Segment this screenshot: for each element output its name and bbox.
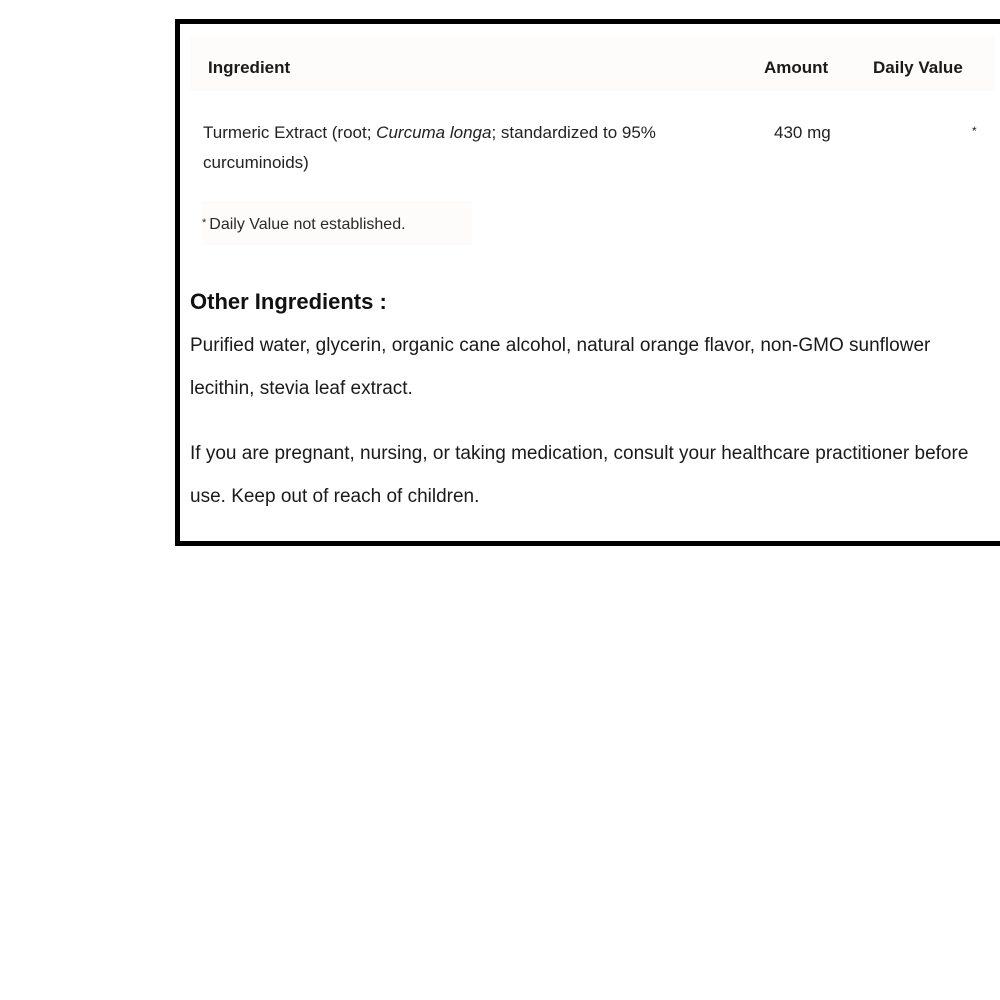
ingredient-latin-name: Curcuma longa	[376, 123, 492, 142]
supplement-facts-table	[190, 36, 995, 246]
header-ingredient: Ingredient	[208, 58, 291, 77]
footnote-text: Daily Value not established.	[209, 216, 406, 233]
other-ingredients-text: Purified water, glycerin, organic cane alcohol, natural orange flavor, non-GMO sunflower lecithin, stevia leaf extract.	[190, 335, 931, 399]
product-info-panel	[175, 19, 1000, 546]
footnote-mark: *	[202, 217, 207, 229]
other-ingredients-title: Other Ingredients :	[190, 289, 387, 314]
warning-text: If you are pregnant, nursing, or taking medication, consult your healthcare practitioner before use. Keep out of reach of children.	[190, 443, 969, 507]
ingredient-name-prefix: Turmeric Extract (root;	[203, 123, 377, 142]
header-amount: Amount	[764, 58, 829, 77]
ingredient-amount: 430 mg	[774, 123, 831, 142]
daily-value-footnote	[202, 201, 472, 245]
ingredient-name-suffix: ; standardized to 95% curcuminoids)	[203, 123, 656, 172]
ingredient-name	[203, 118, 723, 178]
header-daily-value: Daily Value	[873, 58, 963, 77]
ingredient-daily-value: *	[972, 124, 977, 138]
table-header	[190, 36, 995, 91]
